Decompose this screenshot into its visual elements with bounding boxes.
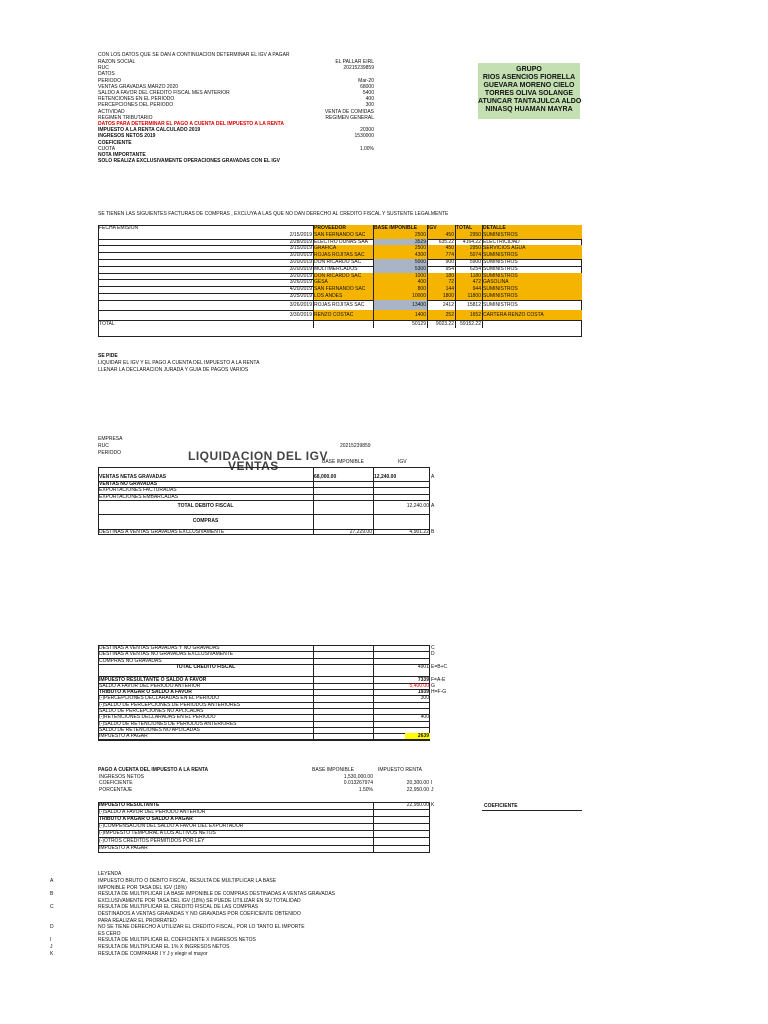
facturas-cell-fecha: 3/20/2019 xyxy=(289,252,312,259)
leyenda-line: RESULTA DE MULTIPLICAR EL 1% X INGRESOS NETOS xyxy=(98,944,230,950)
resultado-row xyxy=(0,733,768,739)
liq-compras-data-igv: 4,901.22 xyxy=(409,528,429,535)
col-base-header: BASE IMPONIBLE xyxy=(322,459,364,465)
group-member: ATUNCAR TANTAJULCA ALDO xyxy=(478,98,582,105)
liq-total-debito-tag: A xyxy=(431,503,435,509)
pago-resultado-tag xyxy=(430,809,440,816)
renta-field-label: COEFICIENTE xyxy=(98,139,132,146)
facturas-cell-detalle: SUMINISTROS xyxy=(482,232,582,239)
se-pide-line-2: LLENAR LA DECLARACION JURADA Y GUIA DE PAGOS VARIOS xyxy=(98,367,249,373)
facturas-cell-detalle: SUMINISTROS xyxy=(482,286,582,293)
header-field-label: RAZON SOCIAL xyxy=(98,59,136,65)
pago-resultado-value xyxy=(373,809,430,816)
resultado-label: IMPUESTO RESULTANTE O SALDO A FAVOR xyxy=(99,676,207,683)
coeficiente-side-underline xyxy=(482,810,582,811)
leyenda-line: DESTINADOS A VENTAS GRAVADAS Y NO GRAVADAS POR COEFICIENTE OBTENIDO xyxy=(98,911,301,917)
liq-compras-data-base: 27,229.00 xyxy=(349,528,372,535)
facturas-cell-total: 11800 xyxy=(455,293,482,300)
total-credito-row xyxy=(0,664,768,670)
pago-resultado-tag xyxy=(430,838,440,845)
liq-total-debito-label: TOTAL DEBITO FISCAL xyxy=(177,503,234,509)
facturas-total-total: 59152.22 xyxy=(460,321,481,328)
facturas-cell-proveedor: ROJAS ROJITAS SAC xyxy=(314,301,365,308)
leyenda-line: RESULTA DE COMPARAR I Y J y elegir el mayor xyxy=(98,950,208,957)
pago-row-imp: 22,950.00 xyxy=(406,786,429,793)
facturas-cell-detalle: SUMINISTROS xyxy=(483,301,518,308)
facturas-cell-proveedor: DON RICARDO SAC xyxy=(313,273,373,280)
facturas-cell-igv: 774 xyxy=(427,252,455,259)
header-field-value: 5400 xyxy=(362,90,374,96)
pago-resultado-tag xyxy=(430,830,440,837)
facturas-cell-proveedor: GRAFICA xyxy=(313,245,373,252)
pago-resultado-tag: K xyxy=(431,802,435,808)
pago-row-label: PORCENTAJE xyxy=(99,786,133,793)
leyenda-key: J xyxy=(50,944,53,950)
facturas-cell-proveedor: DON RICARDO SAC xyxy=(314,259,362,265)
facturas-intro: SE TIENEN LAS SIGUIENTES FACTURAS DE COMPRAS , EXCLUYA A LAS QUE NO DAN DERECHO AL CREDITO FISCAL Y SUSTENTE LEGALMENTE xyxy=(98,211,449,217)
facturas-cell-fecha: 3/20/2019 xyxy=(289,272,312,279)
leyenda-key: B xyxy=(50,891,54,898)
group-members-box xyxy=(478,63,580,119)
leyenda-title: LEYENDA xyxy=(98,871,122,877)
pago-row-imp xyxy=(374,774,430,780)
liq-venta-tag: A xyxy=(431,474,435,480)
facturas-row xyxy=(0,266,768,273)
header-field-value: VENTA DE COMIDAS xyxy=(324,108,374,115)
leyenda-line: IMPUESTO BRUTO O DEBITO FISCAL, RESULTA DE MULTIPLICAR LA BASE xyxy=(98,878,277,884)
facturas-cell-fecha: 3/30/2019 xyxy=(289,312,312,318)
header-field-label: DATOS xyxy=(98,71,115,78)
header-field-value: 400 xyxy=(365,96,374,103)
resultado-tag: H=F-G xyxy=(431,689,447,696)
facturas-cell-detalle: GASOLINA xyxy=(482,279,582,286)
se-pide-title: SE PIDE xyxy=(98,353,118,359)
header-field-value: EL PALLAR EIRL xyxy=(335,59,374,65)
resultado-label: (-)SALDO DE RETENCIONES DE PERIODOS ANTERIORES xyxy=(99,720,237,727)
facturas-cell-base: 800 xyxy=(373,286,427,293)
pago-row-tag xyxy=(430,774,440,780)
pago-row xyxy=(0,787,768,793)
leyenda-line: NO SE TIENE DERECHO A UTILIZAR EL CREDITO FISCAL, POR LO TANTO EL IMPORTE xyxy=(98,924,305,931)
facturas-cell-proveedor: ELECTRO DUNAS SAA xyxy=(314,238,368,245)
resultado-label: IMPUESTO A PAGAR xyxy=(99,733,148,740)
pago-resultado-value xyxy=(373,845,430,852)
pago-row-base: 1,530,000.00 xyxy=(343,774,373,780)
header-field-label: PERCEPCIONES DEL PERIODO xyxy=(98,102,174,109)
group-members-list xyxy=(478,74,580,114)
header-field-label: ACTIVIDAD xyxy=(98,108,125,115)
pago-resultado-tag xyxy=(430,816,440,823)
pago-resultado-row xyxy=(0,802,768,809)
leyenda-line: RESULTA DE MULTIPLICAR EL COEFICIENTE X INGRESOS NETOS xyxy=(98,937,256,944)
pago-resultado-label: (-)COMPENSACION DEL SALDO A FAVOR DEL EXPORTADOR xyxy=(99,823,244,830)
facturas-cell-detalle: ELECTRICIDAD xyxy=(483,238,520,245)
ruc-label: RUC xyxy=(98,443,109,449)
pago-resultado-row xyxy=(0,816,768,823)
facturas-col-line xyxy=(313,225,314,328)
facturas-row xyxy=(0,293,768,300)
facturas-cell-proveedor: LOS ANDES xyxy=(313,293,373,300)
pago-resultado-value xyxy=(373,823,430,830)
pago-resultado-row xyxy=(0,809,768,816)
leyenda-line: IMPONIBLE POR TASA DEL IGV (18%) xyxy=(98,884,187,891)
coeficiente-side-label: COEFICIENTE xyxy=(484,803,518,809)
facturas-row xyxy=(0,245,768,252)
pago-row-tag: J xyxy=(431,786,434,793)
liq-venta-label: EXPORTACIONES EMBARCADAS xyxy=(99,493,178,500)
pago-resultado-label: IMPUESTO RESULTANTE xyxy=(99,802,160,808)
empresa-label: EMPRESA xyxy=(98,436,123,442)
credito-row-tag: C xyxy=(431,645,435,651)
liq-venta-igv: 12,240.00 xyxy=(374,474,397,480)
group-title: GRUPO xyxy=(516,66,542,73)
credito-row-label: DESTINAS A VENTAS GRAVADAS Y NO GRAVADAS xyxy=(99,645,220,651)
facturas-cell-base: 4300 xyxy=(373,252,427,259)
se-pide-line-1: LIQUIDAR EL IGV Y EL PAGO A CUENTA DEL IMPUESTO A LA RENTA xyxy=(98,360,260,366)
facturas-cell-proveedor: RENZO COSTAC xyxy=(313,310,373,320)
facturas-cell-base: 5000 xyxy=(373,259,427,266)
facturas-cell-proveedor: SAN FERNANDO SAC xyxy=(313,286,373,293)
pago-row-imp: 20,300.00 xyxy=(406,780,429,787)
facturas-cell-fecha: 2/28/2019 xyxy=(289,238,312,245)
pago-resultado-row xyxy=(0,823,768,830)
renta-title: DATOS PARA DETERMINAR EL PAGO A CUENTA DEL IMPUESTO A LA RENTA xyxy=(98,121,284,127)
header-field-label: REGIMEN TRIBUTARIO xyxy=(98,114,153,121)
facturas-cell-detalle: SUMINISTROS xyxy=(483,259,518,265)
liq-line xyxy=(98,500,430,501)
renta-field-value: 1.00% xyxy=(359,145,374,152)
facturas-cell-proveedor: MULTIMERCADOS xyxy=(314,265,358,272)
pago-resultado-value xyxy=(373,816,430,823)
group-member: TORRES OLIVA SOLANGE xyxy=(484,90,574,97)
header-field-label: SALDO A FAVOR DEL CREDITO FISCAL MES ANTERIOR xyxy=(98,90,230,96)
facturas-cell-base: 3529 xyxy=(373,239,427,246)
pago-resultado-label: TRIBUTO A PAGAR O SALDO A PAGAR xyxy=(99,816,193,823)
facturas-cell-igv: 144 xyxy=(427,286,455,293)
renta-field-value: 1530000 xyxy=(354,133,374,140)
leyenda-key: I xyxy=(50,937,52,944)
group-member: GUEVARA MORENO CIELO xyxy=(483,82,575,89)
credito-row-label: COMPRAS NO GRAVADAS xyxy=(99,657,162,664)
facturas-row xyxy=(0,300,768,310)
resultado-value: 1939 xyxy=(417,689,429,696)
facturas-cell-fecha: 3/20/2019 xyxy=(289,265,312,272)
facturas-cell-fecha: 3/20/2019 xyxy=(289,259,312,265)
renta-field-label: CUOTA xyxy=(98,145,116,152)
facturas-total-igv: 9023.22 xyxy=(435,321,454,328)
pago-resultado-label: IMPUESTO A PAGAR xyxy=(99,844,148,851)
facturas-cell-base: 400 xyxy=(373,279,427,286)
resultado-tag: G xyxy=(431,682,435,689)
pago-col-base: BASE IMPONIBLE xyxy=(312,767,354,773)
facturas-row xyxy=(0,232,768,239)
facturas-cell-igv: 450 xyxy=(427,232,455,239)
facturas-cell-base: 13400 xyxy=(373,300,427,310)
pago-resultado-tag xyxy=(430,845,440,852)
resultado-value: 2639 xyxy=(405,733,430,739)
liq-venta-base: 68,000.00 xyxy=(314,474,337,480)
group-member: RIOS ASENCIOS FIORELLA xyxy=(482,74,576,81)
facturas-row xyxy=(0,273,768,280)
facturas-cell-detalle: CARTERA RENZO COSTA xyxy=(482,310,582,320)
header-field-value: REGIMEN GENERAL xyxy=(325,114,374,121)
pago-resultado-tag xyxy=(430,823,440,830)
facturas-cell-proveedor: GESA xyxy=(313,279,373,286)
pago-row-label: INGRESOS NETOS xyxy=(99,774,144,780)
liquidacion-subtitle: VENTAS xyxy=(228,459,279,473)
header-field-label: PERIODO xyxy=(98,77,122,84)
facturas-cell-total: 2950 xyxy=(455,245,482,252)
resultado-value: 5,400.00 xyxy=(409,682,429,689)
facturas-cell-total: 1180 xyxy=(455,273,482,280)
facturas-row xyxy=(0,252,768,259)
header-field-value: 300 xyxy=(365,102,374,109)
facturas-cell-proveedor: ROJAS ROJITAS SAC xyxy=(313,252,373,259)
resultado-label: SALDO A FAVOR DEL PERIODO ANTERIOR xyxy=(99,682,201,689)
resultado-label: (-)SALDO DE PERCEPCIONES DE PERIODOS ANTERIORES xyxy=(99,701,241,708)
liq-compras-row xyxy=(0,518,768,525)
resultado-tag: F=A-E xyxy=(431,676,446,683)
liq-compras-data-label: DESTINAS A VENTAS GRAVADAS EXCLUSIVAMENTE xyxy=(99,528,225,535)
pago-resultado-label: (-)SALDO A FAVOR DEL PERIODO ANTERIOR xyxy=(99,809,206,816)
facturas-row xyxy=(0,239,768,246)
pago-cuenta-title: PAGO A CUENTA DEL IMPUESTO A LA RENTA xyxy=(98,767,209,773)
ruc-value: 20215239859 xyxy=(340,443,371,449)
facturas-col-line xyxy=(455,225,456,328)
leyenda-key: K xyxy=(50,950,54,957)
facturas-cell-base: 10000 xyxy=(373,293,427,300)
facturas-cell-total: 5900 xyxy=(469,259,481,265)
facturas-cell-igv: 635.22 xyxy=(438,238,454,245)
pago-resultado-row xyxy=(0,838,768,845)
pago-col-impuesto: IMPUESTO RENTA xyxy=(378,767,422,773)
header-field-value: Mar-20 xyxy=(358,77,374,84)
credito-row-tag: D xyxy=(431,651,435,658)
facturas-cell-base: 5300 xyxy=(373,266,427,273)
facturas-cell-igv: 1800 xyxy=(427,293,455,300)
pago-row-base: 0.013267974 xyxy=(343,780,373,787)
facturas-cell-proveedor: SAN FERNANDO SAC xyxy=(313,232,373,239)
pago-resultado-value: 22,950.00 xyxy=(406,802,429,808)
facturas-total-label: TOTAL xyxy=(99,321,115,328)
leyenda-key: D xyxy=(50,924,54,931)
facturas-cell-detalle: SERVICIOS AGUA xyxy=(482,245,582,252)
pago-resultado-value xyxy=(373,830,430,837)
resultado-label: SALDO DE RETENCIONES NO APLICADAS xyxy=(99,726,200,733)
facturas-cell-total: 944 xyxy=(455,286,482,293)
liq-venta-label: EXPORTACIONES FACTURADAS xyxy=(99,487,177,493)
liq-line xyxy=(98,514,430,515)
facturas-cell-base: 1000 xyxy=(373,273,427,280)
liq-venta-row xyxy=(0,494,768,501)
pago-row-label: COEFICIENTE xyxy=(99,780,133,787)
leyenda-line: RESULTA DE MULTIPLICAR EL CREDITO FISCAL DE LAS COMPRAS xyxy=(98,904,259,911)
facturas-cell-fecha: 3/26/2019 xyxy=(289,301,312,308)
leyenda-line: RESULTA DE MULTIPLICAR LA BASE IMPONIBLE DE COMPRAS DESTINADAS A VENTAS GRAVADAS xyxy=(98,891,336,898)
facturas-cell-total: 6254 xyxy=(469,265,481,272)
total-credito-label: TOTAL CREDITO FISCAL xyxy=(175,663,236,670)
liquidacion-title: LIQUIDACION DEL IGV xyxy=(188,449,328,463)
pago-row-tag: I xyxy=(431,780,433,787)
liq-compras-data-tag: B xyxy=(431,528,435,535)
nota-title: NOTA IMPORTANTE xyxy=(98,152,146,158)
facturas-cell-detalle: SUMINISTROS xyxy=(482,273,582,280)
facturas-cell-fecha: 2/15/2019 xyxy=(289,231,312,238)
facturas-cell-fecha: 3/26/2019 xyxy=(289,279,312,286)
facturas-col-line xyxy=(373,225,374,328)
facturas-cell-detalle: SUMINISTROS xyxy=(482,293,582,300)
facturas-cell-igv: 72 xyxy=(427,279,455,286)
facturas-cell-fecha: 4/20/2019 xyxy=(289,286,312,293)
header-field-value: 68000 xyxy=(360,83,374,90)
resultado-value: 300 xyxy=(420,695,429,702)
facturas-header-cell: BASE IMPONIBLE xyxy=(373,225,427,232)
facturas-cell-total: 1652 xyxy=(455,310,482,320)
facturas-cell-total: 15812 xyxy=(467,301,481,308)
resultado-label: TRIBUTO A PAGAR O SALDO A FAVOR xyxy=(99,689,192,696)
facturas-cell-base: 1400 xyxy=(373,310,427,320)
periodo-label: PERIODO xyxy=(98,450,122,456)
facturas-cell-igv: 450 xyxy=(427,245,455,252)
facturas-header-cell: IGV xyxy=(427,225,455,232)
renta-field-label: INGRESOS NETOS 2019 xyxy=(98,133,156,140)
facturas-cell-total: 5074 xyxy=(455,252,482,259)
facturas-cell-detalle: SUMINISTROS xyxy=(483,265,518,272)
resultado-value: 7339 xyxy=(417,676,429,683)
header-field-label: RUC xyxy=(98,65,109,72)
facturas-header-cell: FECHA EMISION xyxy=(99,225,139,231)
facturas-header-cell: DETALLE xyxy=(482,225,582,232)
liq-total-debito-value: 12,240.00 xyxy=(406,503,429,509)
resultado-value: 400 xyxy=(420,714,429,721)
pago-row xyxy=(0,780,768,786)
leyenda-key: A xyxy=(50,878,54,884)
pago-resultado-row xyxy=(0,845,768,852)
liq-venta-label: VENTAS NO GRAVADAS xyxy=(99,480,158,487)
group-member: NINASQ HUAMAN MAYRA xyxy=(485,106,573,113)
pago-row-base: 1.50% xyxy=(358,786,373,793)
facturas-row xyxy=(0,279,768,286)
leyenda-line: EXCLUSIVAMENTE POR TASA DEL IGV (18%) SE PUEDE UTILIZAR EN SU TOTALIDAD xyxy=(98,897,301,904)
facturas-cell-base: 2500 xyxy=(373,245,427,252)
leyenda-line: PARA REALIZAR EL PRORRATEO xyxy=(98,917,177,924)
liq-venta-label: VENTAS NETAS GRAVADAS xyxy=(99,474,167,480)
facturas-cell-fecha: 3/15/2019 xyxy=(289,245,312,252)
header-field-label: RETENCIONES EN EL PERIODO xyxy=(98,96,175,103)
facturas-row xyxy=(0,259,768,266)
leyenda-line: ES CERO xyxy=(98,930,121,937)
pago-resultado-label: (-)IMPUESTO TEMPORAL A LOS ACTIVOS NETOS xyxy=(99,830,216,837)
nota-text: SOLO REALIZA EXCLUSIVAMENTE OPERACIONES GRAVADAS CON EL IGV xyxy=(98,158,280,165)
pago-resultado-row xyxy=(0,830,768,837)
facturas-cell-igv: 252 xyxy=(427,310,455,320)
facturas-row xyxy=(0,286,768,293)
header-field-value: 20215239859 xyxy=(343,65,374,72)
renta-field-value: 20300 xyxy=(360,127,374,134)
facturas-cell-igv: 900 xyxy=(445,259,454,265)
facturas-total-row xyxy=(0,321,768,328)
resultado-tag xyxy=(430,733,455,739)
resultado-label: (-)PERCEPCIONES DECLARADAS EN EL PERIODO xyxy=(99,695,220,702)
facturas-cell-total: 2950 xyxy=(455,232,482,239)
facturas-header-cell: PROVEEDOR xyxy=(313,225,373,232)
credito-line xyxy=(98,739,430,740)
facturas-cell-fecha: 3/25/2019 xyxy=(289,293,312,299)
facturas-cell-detalle: SUMINISTROS xyxy=(482,252,582,259)
facturas-row xyxy=(0,310,768,320)
facturas-cell-total: 472 xyxy=(455,279,482,286)
liq-compras-label: COMPRAS xyxy=(192,518,219,525)
facturas-header-cell: TOTAL xyxy=(455,225,482,232)
facturas-cell-total: 4164.22 xyxy=(462,238,481,245)
renta-field-label: IMPUESTO A LA RENTA CALCULADO 2019 xyxy=(98,127,201,134)
header-intro: CON LOS DATOS QUE SE DAN A CONTINUACION DETERMINAR EL IGV A PAGAR xyxy=(98,52,290,58)
header-field-label: VENTAS GRAVADAS MARZO 2020 xyxy=(98,83,179,90)
liq-compras-data-row xyxy=(0,529,768,536)
pago-resultado-value xyxy=(373,838,430,845)
facturas-cell-base: 2500 xyxy=(373,232,427,239)
facturas-col-line xyxy=(482,225,483,328)
credito-row-label: DESTINAS A VENTAS NO GRAVADAS EXCLUSIVAMENTE xyxy=(99,651,234,658)
pago-row xyxy=(0,774,768,780)
liq-total-debito-row xyxy=(0,503,768,510)
total-credito-value: 4901 xyxy=(417,663,429,670)
facturas-cell-igv: 180 xyxy=(427,273,455,280)
resultado-label: SALDO DE PERCEPCIONES NO APLICADAS xyxy=(99,708,204,714)
col-igv-header: IGV xyxy=(398,459,407,465)
total-credito-tag: E=B+C xyxy=(431,663,448,670)
facturas-col-line xyxy=(427,225,428,328)
facturas-total-base: 50129 xyxy=(412,321,426,328)
pago-resultado-label: (-)OTROS CREDITOS PERMITIDOS POR LEY xyxy=(99,837,205,844)
facturas-cell-igv: 954 xyxy=(445,265,454,272)
facturas-cell-igv: 2412 xyxy=(442,301,454,308)
leyenda-key: C xyxy=(50,904,54,911)
liq-venta-tag xyxy=(430,494,440,501)
resultado-label: (-)RETENCIONES DECLARADAS EN EL PERIODO xyxy=(99,714,216,721)
